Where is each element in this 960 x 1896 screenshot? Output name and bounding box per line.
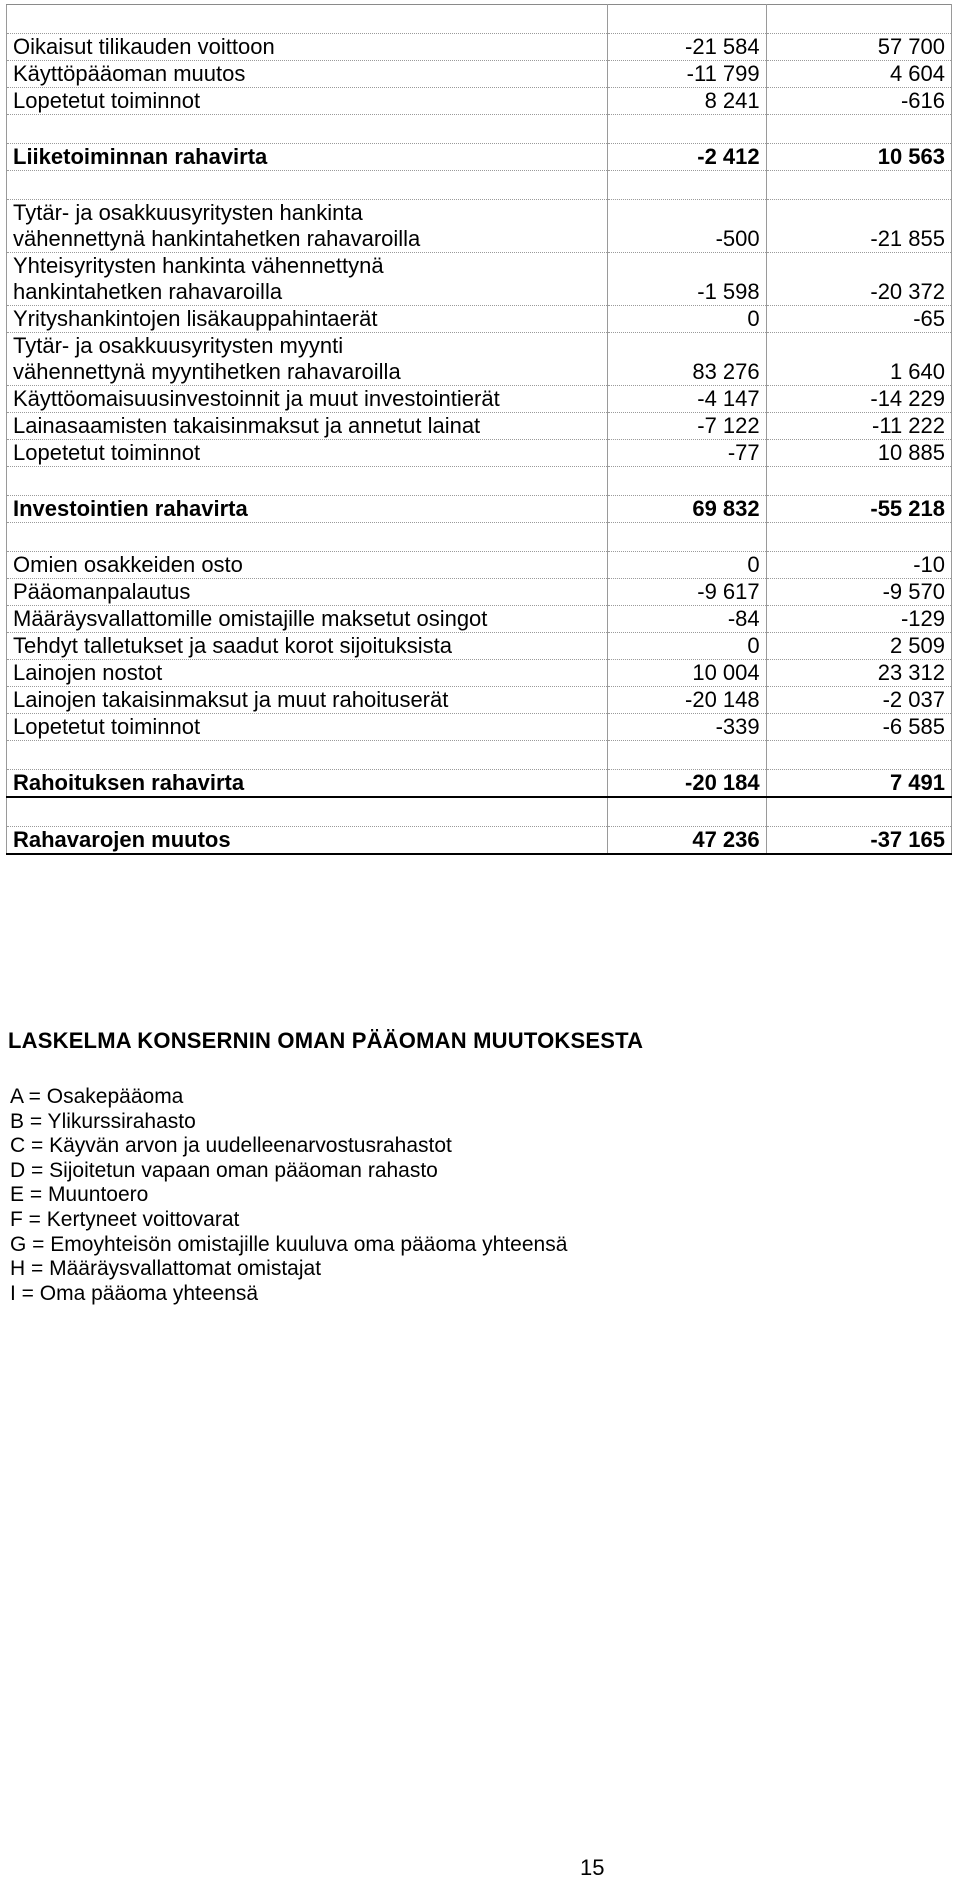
page-number: 15 — [580, 1855, 605, 1880]
table-row — [7, 606, 952, 633]
row-value-previous: -129 — [766, 606, 951, 633]
row-value-current: -20 184 — [607, 770, 766, 798]
row-value-previous: -65 — [766, 306, 951, 333]
row-value-current: -1 598 — [607, 253, 766, 306]
spacer-row — [7, 741, 952, 770]
row-label: Yrityshankintojen lisäkauppahintaerät — [7, 306, 608, 333]
row-value-current: 0 — [607, 633, 766, 660]
row-value-previous: 10 563 — [766, 144, 951, 171]
row-value-previous: -14 229 — [766, 386, 951, 413]
table-row — [7, 714, 952, 741]
row-label: Rahoituksen rahavirta — [7, 770, 608, 798]
row-value-previous: -55 218 — [766, 496, 951, 523]
row-value-previous: 23 312 — [766, 660, 951, 687]
legend-item: H = Määräysvallattomat omistajat — [10, 1257, 322, 1281]
row-value-previous: -6 585 — [766, 714, 951, 741]
row-label: Investointien rahavirta — [7, 496, 608, 523]
row-label: Lainasaamisten takaisinmaksut ja annetut lainat — [7, 413, 608, 440]
row-value-current: -77 — [607, 440, 766, 467]
row-value-current: -9 617 — [607, 579, 766, 606]
row-label: Yhteisyritysten hankinta vähennettynä hankintahetken rahavaroilla — [7, 253, 608, 306]
legend-item: A = Osakepääoma — [10, 1085, 184, 1108]
row-value-current: 0 — [607, 552, 766, 579]
row-value-current: -21 584 — [607, 34, 766, 61]
row-value-previous: 57 700 — [766, 34, 951, 61]
row-value-current: 83 276 — [607, 333, 766, 386]
legend-item: G = Emoyhteisön omistajille kuuluva oma pääoma yhteensä — [10, 1232, 568, 1256]
table-row — [7, 660, 952, 687]
table-header-row — [7, 5, 952, 34]
spacer-row — [7, 467, 952, 496]
row-value-previous: 7 491 — [766, 770, 951, 798]
legend-item: D = Sijoitetun vapaan oman pääoman rahasto — [10, 1158, 438, 1182]
row-value-previous: -2 037 — [766, 687, 951, 714]
row-value-previous: -37 165 — [766, 827, 951, 855]
total-row — [7, 827, 952, 855]
row-label: Käyttöomaisuusinvestoinnit ja muut investointierät — [7, 386, 608, 413]
spacer-row — [7, 171, 952, 200]
legend-item: F = Kertyneet voittovarat — [10, 1207, 240, 1231]
spacer-row — [7, 797, 952, 827]
row-value-previous: -21 855 — [766, 200, 951, 253]
row-value-previous: 1 640 — [766, 333, 951, 386]
row-value-current: -84 — [607, 606, 766, 633]
row-label: Tehdyt talletukset ja saadut korot sijoituksista — [7, 633, 608, 660]
table-row — [7, 34, 952, 61]
legend-list — [10, 1085, 567, 1306]
row-label: Omien osakkeiden osto — [7, 552, 608, 579]
legend-item: C = Käyvän arvon ja uudelleenarvostusrahastot — [10, 1134, 452, 1158]
row-value-previous: -10 — [766, 552, 951, 579]
row-value-previous: -11 222 — [766, 413, 951, 440]
row-label: Oikaisut tilikauden voittoon — [7, 34, 608, 61]
row-value-current: -500 — [607, 200, 766, 253]
row-label: Liiketoiminnan rahavirta — [7, 144, 608, 171]
table-row — [7, 386, 952, 413]
row-value-current: -20 148 — [607, 687, 766, 714]
row-value-current: 8 241 — [607, 88, 766, 115]
table-row — [7, 440, 952, 467]
spacer-row — [7, 115, 952, 144]
legend-item: B = Ylikurssirahasto — [10, 1109, 196, 1133]
table-row — [7, 253, 952, 306]
row-value-current: -2 412 — [607, 144, 766, 171]
row-label: Käyttöpääoman muutos — [7, 61, 608, 88]
row-label: Tytär- ja osakkuusyritysten myynti vähennettynä myyntihetken rahavaroilla — [7, 333, 608, 386]
table-row — [7, 88, 952, 115]
table-row — [7, 552, 952, 579]
row-value-current: -11 799 — [607, 61, 766, 88]
row-label: Rahavarojen muutos — [7, 827, 608, 855]
table-row — [7, 687, 952, 714]
table-row — [7, 200, 952, 253]
row-value-current: 10 004 — [607, 660, 766, 687]
subtotal-row — [7, 496, 952, 523]
cash-flow-table — [6, 4, 952, 855]
spacer-row — [7, 523, 952, 552]
row-value-previous: 4 604 — [766, 61, 951, 88]
subtotal-row — [7, 770, 952, 798]
section-title: LASKELMA KONSERNIN OMAN PÄÄOMAN MUUTOKSESTA — [8, 1028, 644, 1053]
row-value-current: -339 — [607, 714, 766, 741]
row-label: Lopetetut toiminnot — [7, 714, 608, 741]
row-label: Lainojen nostot — [7, 660, 608, 687]
row-value-previous: 2 509 — [766, 633, 951, 660]
row-value-previous: -20 372 — [766, 253, 951, 306]
table-row — [7, 333, 952, 386]
row-value-previous: -616 — [766, 88, 951, 115]
subtotal-row — [7, 144, 952, 171]
row-value-previous: 10 885 — [766, 440, 951, 467]
table-row — [7, 579, 952, 606]
row-value-current: -4 147 — [607, 386, 766, 413]
row-label: Lopetetut toiminnot — [7, 440, 608, 467]
row-value-current: 47 236 — [607, 827, 766, 855]
row-label: Tytär- ja osakkuusyritysten hankinta vähennettynä hankintahetken rahavaroilla — [7, 200, 608, 253]
row-label: Lainojen takaisinmaksut ja muut rahoituserät — [7, 687, 608, 714]
legend-item: I = Oma pääoma yhteensä — [10, 1281, 259, 1305]
row-value-previous: -9 570 — [766, 579, 951, 606]
legend-item: E = Muuntoero — [10, 1183, 149, 1207]
row-label: Määräysvallattomille omistajille maksetut osingot — [7, 606, 608, 633]
row-value-current: -7 122 — [607, 413, 766, 440]
row-label: Lopetetut toiminnot — [7, 88, 608, 115]
table-row — [7, 61, 952, 88]
row-value-current: 0 — [607, 306, 766, 333]
row-value-current: 69 832 — [607, 496, 766, 523]
table-row — [7, 413, 952, 440]
table-row — [7, 306, 952, 333]
table-row — [7, 633, 952, 660]
row-label: Pääomanpalautus — [7, 579, 608, 606]
